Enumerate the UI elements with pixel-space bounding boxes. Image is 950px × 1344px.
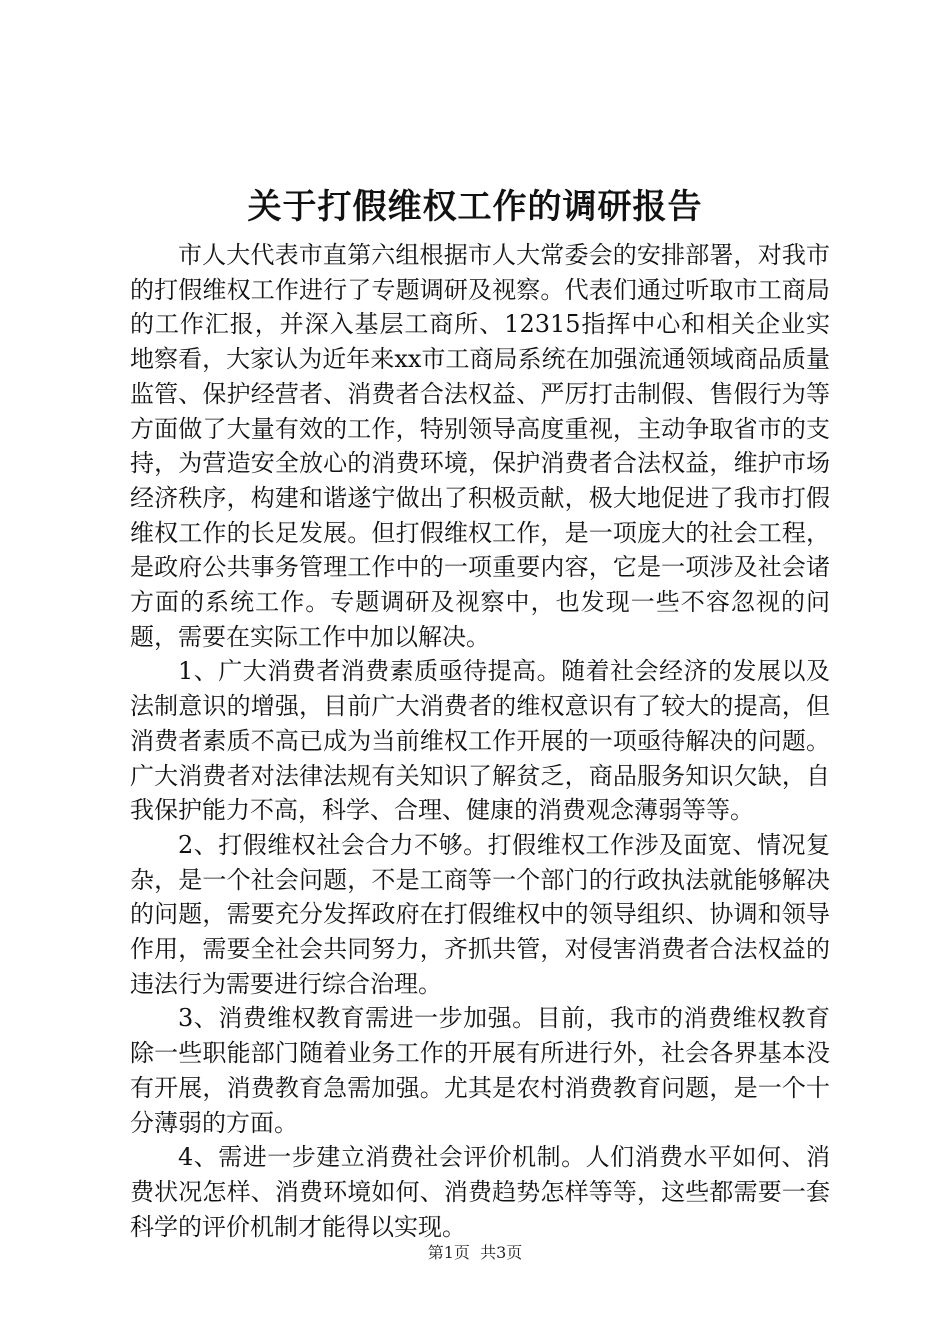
page-number: 第1页 (427, 1243, 470, 1262)
page-total: 共3页 (480, 1243, 523, 1262)
page-footer (0, 1241, 950, 1265)
document-title: 关于打假维权工作的调研报告 (247, 187, 703, 227)
issue-paragraph-3: 3、消费维权教育需进一步加强。目前，我市的消费维权教育除一些职能部门随着业务工作的开展有所进行外，社会各界基本没有开展，消费教育急需加强。尤其是农村消费教育问题，是一个十分薄弱的方面。 (130, 1004, 830, 1137)
issue-paragraph-1: 1、广大消费者消费素质亟待提高。随着社会经济的发展以及法制意识的增强，目前广大消费者的维权意识有了较大的提高，但消费者素质不高已成为当前维权工作开展的一项亟待解决的问题。广大消费者对法律法规有关知识了解贫乏，商品服务知识欠缺，自我保护能力不高，科学、合理、健康的消费观念薄弱等等。 (130, 657, 830, 825)
issue-paragraph-2: 2、打假维权社会合力不够。打假维权工作涉及面宽、情况复杂，是一个社会问题，不是工商等一个部门的行政执法就能够解决的问题，需要充分发挥政府在打假维权中的领导组织、协调和领导作用，需要全社会共同努力，齐抓共管，对侵害消费者合法权益的违法行为需要进行综合治理。 (130, 830, 830, 998)
document-body (130, 238, 830, 1244)
intro-paragraph: 市人大代表市直第六组根据市人大常委会的安排部署，对我市的打假维权工作进行了专题调研及视察。代表们通过听取市工商局的工作汇报，并深入基层工商所、12315指挥中心和相关企业实地察看，大家认为近年来xx市工商局系统在加强流通领域商品质量监管、保护经营者、消费者合法权益、严厉打击制假、售假行为等方面做了大量有效的工作，特别领导高度重视，主动争取省市的支持，为营造安全放心的消费环境，保护消费者合法权益，维护市场经济秩序，构建和谐遂宁做出了积极贡献，极大地促进了我市打假维权工作的长足发展。但打假维权工作，是一项庞大的社会工程，是政府公共事务管理工作中的一项重要内容，它是一项涉及社会诸方面的系统工作。专题调研及视察中，也发现一些不容忽视的问题，需要在实际工作中加以解决。 (130, 241, 830, 651)
issue-paragraph-4: 4、需进一步建立消费社会评价机制。人们消费水平如何、消费状况怎样、消费环境如何、消费趋势怎样等等，这些都需要一套科学的评价机制才能得以实现。 (130, 1143, 830, 1241)
